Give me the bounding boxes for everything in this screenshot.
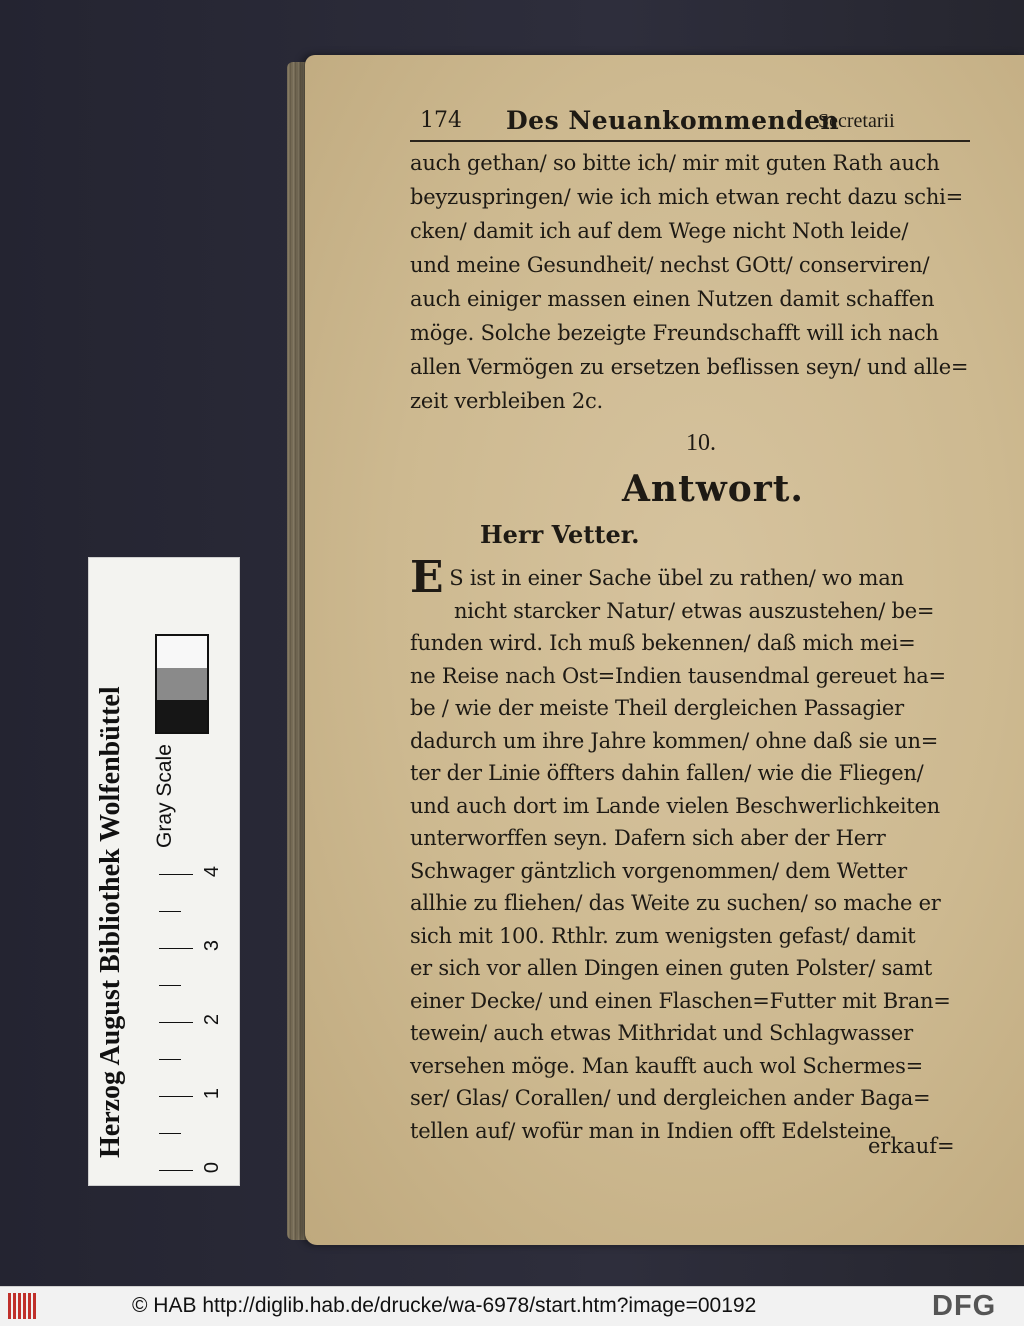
text-line: und meine Gesundheit/ nechst GOtt/ conserviren/ <box>410 253 930 277</box>
scale-number: 1 <box>201 1087 224 1100</box>
text-line: ter der Linie öffters dahin fallen/ wie die Fliegen/ <box>410 761 924 785</box>
text-line: versehen möge. Man kaufft auch wol Schermes= <box>410 1053 923 1078</box>
letter-ending <box>410 146 978 418</box>
gray-scale-label: Gray Scale <box>153 744 176 848</box>
text-line: Schwager gäntzlich vorgenommen/ dem Wetter <box>410 858 907 883</box>
text-line: ne Reise nach Ost=Indien tausendmal gereuet ha= <box>410 663 946 688</box>
scale-tick <box>159 1022 193 1023</box>
black-patch <box>157 700 207 732</box>
salutation: Herr Vetter. <box>480 520 640 549</box>
catchword: erkauf= <box>868 1134 955 1158</box>
dfg-logo: DFG <box>932 1290 997 1322</box>
text-line: auch einiger massen einen Nutzen damit schaffen <box>410 287 935 311</box>
section-number: 10. <box>686 430 716 456</box>
text-line: cken/ damit ich auf dem Wege nicht Noth leide/ <box>410 219 909 243</box>
scale-tick <box>159 874 193 875</box>
text-line-content: nicht starcker Natur/ etwas auszustehen/ be= <box>454 598 935 623</box>
text-line: beyzuspringen/ wie ich mich etwan recht dazu schi= <box>410 185 964 209</box>
source-credit-link[interactable]: © HAB http://diglib.hab.de/drucke/wa-6978/start.htm?image=00192 <box>132 1294 757 1317</box>
text-line-content: S ist in einer Sache übel zu rathen/ wo man <box>449 566 904 590</box>
hab-logo-icon <box>8 1293 38 1319</box>
scale-number: 4 <box>201 865 224 878</box>
text-line: tellen auf/ wofür man in Indien offt Edelsteine <box>410 1118 892 1143</box>
text-line: unterworffen seyn. Dafern sich aber der Herr <box>410 826 886 850</box>
gray-patch <box>157 668 207 700</box>
text-line: allen Vermögen zu ersetzen beflissen seyn/ und alle= <box>410 355 969 379</box>
text-line: und auch dort im Lande vielen Beschwerlichkeiten <box>410 793 940 818</box>
text-line: zeit verbleiben 2c. <box>410 389 604 413</box>
scale-tick <box>159 911 181 912</box>
text-line: auch gethan/ so bitte ich/ mir mit guten Rath auch <box>410 151 940 175</box>
centimeter-scale <box>159 865 224 1174</box>
text-line <box>410 595 978 628</box>
ruler-institution-label: Herzog August Bibliothek Wolfenbüttel <box>95 686 126 1158</box>
calibration-ruler <box>88 557 240 1186</box>
scale-number: 3 <box>201 939 224 952</box>
scale-tick <box>159 1059 181 1060</box>
text-line: funden wird. Ich muß bekennen/ daß mich mei= <box>410 631 916 655</box>
text-line <box>410 552 978 603</box>
running-head-title: Des Neuankommenden <box>506 106 840 135</box>
text-line: dadurch um ihre Jahre kommen/ ohne daß sie un= <box>410 728 939 753</box>
scale-number: 0 <box>201 1161 224 1174</box>
section-title: Antwort. <box>622 468 804 510</box>
text-line: einer Decke/ und einen Flaschen=Futter mit Bran= <box>410 988 951 1013</box>
text-line: tewein/ auch etwas Mithridat und Schlagwasser <box>410 1021 913 1045</box>
text-line: möge. Solche bezeigte Freundschafft will ich nach <box>410 321 939 345</box>
text-line: ser/ Glas/ Corallen/ und dergleichen ander Baga= <box>410 1086 931 1110</box>
scale-tick <box>159 1170 193 1171</box>
footer-bar <box>0 1286 1024 1326</box>
gray-patches <box>155 634 209 734</box>
text-line: allhie zu fliehen/ das Weite zu suchen/ so mache er <box>410 891 941 915</box>
scale-number: 2 <box>201 1013 224 1026</box>
reply-body <box>410 552 978 1147</box>
scale-tick <box>159 948 193 949</box>
text-line: be / wie der meiste Theil dergleichen Passagier <box>410 696 904 720</box>
text-line: er sich vor allen Dingen einen guten Polster/ samt <box>410 956 933 980</box>
scale-tick <box>159 1133 181 1134</box>
page-number: 174 <box>420 108 462 133</box>
white-patch <box>157 636 207 668</box>
running-head <box>410 106 970 142</box>
text-line: sich mit 100. Rthlr. zum wenigsten gefast/ damit <box>410 923 916 948</box>
scale-tick <box>159 985 181 986</box>
scale-tick <box>159 1096 193 1097</box>
decorated-initial: E <box>410 552 444 603</box>
running-head-latin: Secretarii <box>818 110 895 132</box>
